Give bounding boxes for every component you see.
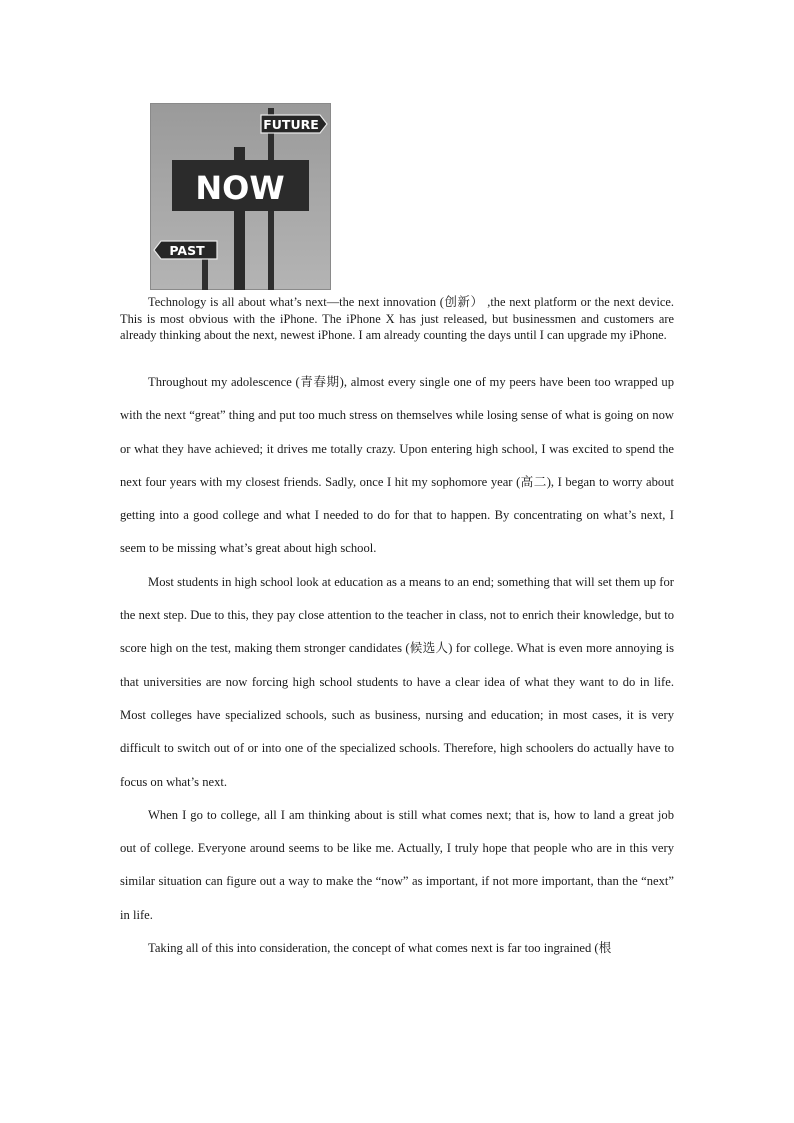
paragraph-conclusion: Taking all of this into consideration, the concept of what comes next is far too ingrained (根: [148, 941, 612, 956]
paragraph-high-school-students: Most students in high school look at education as a means to an end; something that will set them up for the next step. Due to this, they pay close attention to the teacher in class, not to enrich their knowledge, but to score high on the test, making them stronger candidates (候选人) for college. What is even more annoying is that universities are now forcing high school students to have a clear idea of what they want to do in life. Most colleges have specialized schools, such as business, nursing and education; in most cases, it is very difficult to switch out of or into one of the specialized schools. Therefore, high schoolers do actually have to focus on what’s next.: [120, 574, 674, 789]
past-sign-label: PAST: [169, 243, 205, 258]
body-text: [120, 366, 674, 965]
future-sign-label: FUTURE: [263, 117, 319, 132]
now-sign-label: NOW: [195, 169, 285, 207]
paragraph-college: When I go to college, all I am thinking about is still what comes next; that is, how to land a great job out of college. Everyone around seems to be like me. Actually, I truly hope that people who are in this very similar situation can figure out a way to make the “now” as important, if not more important, than the “next” in life.: [120, 807, 674, 922]
signpost-illustration: [150, 103, 331, 290]
now-future-past-signpost-image: [150, 103, 331, 290]
paragraph-technology: [120, 294, 674, 344]
paragraph-adolescence: Throughout my adolescence (青春期), almost every single one of my peers have been too wrapped up with the next “great” thing and put too much stress on themselves while losing sense of what is going on now or what they have achieved; it drives me totally crazy. Upon entering high school, I was excited to spend the next four years with my closest friends. Sadly, once I hit my sophomore year (高二), I began to worry about getting into a good college and what I needed to do for that to happen. By concentrating on what’s next, I seem to be missing what’s great about high school.: [120, 375, 674, 556]
paragraph-technology-text: Technology is all about what’s next—the next innovation (创新） ,the next platform or the next device. This is most obvious with the iPhone. The iPhone X has just released, but businessmen and customers are already thinking about the next, newest iPhone. I am already counting the days until I can upgrade my iPhone.: [120, 295, 674, 342]
